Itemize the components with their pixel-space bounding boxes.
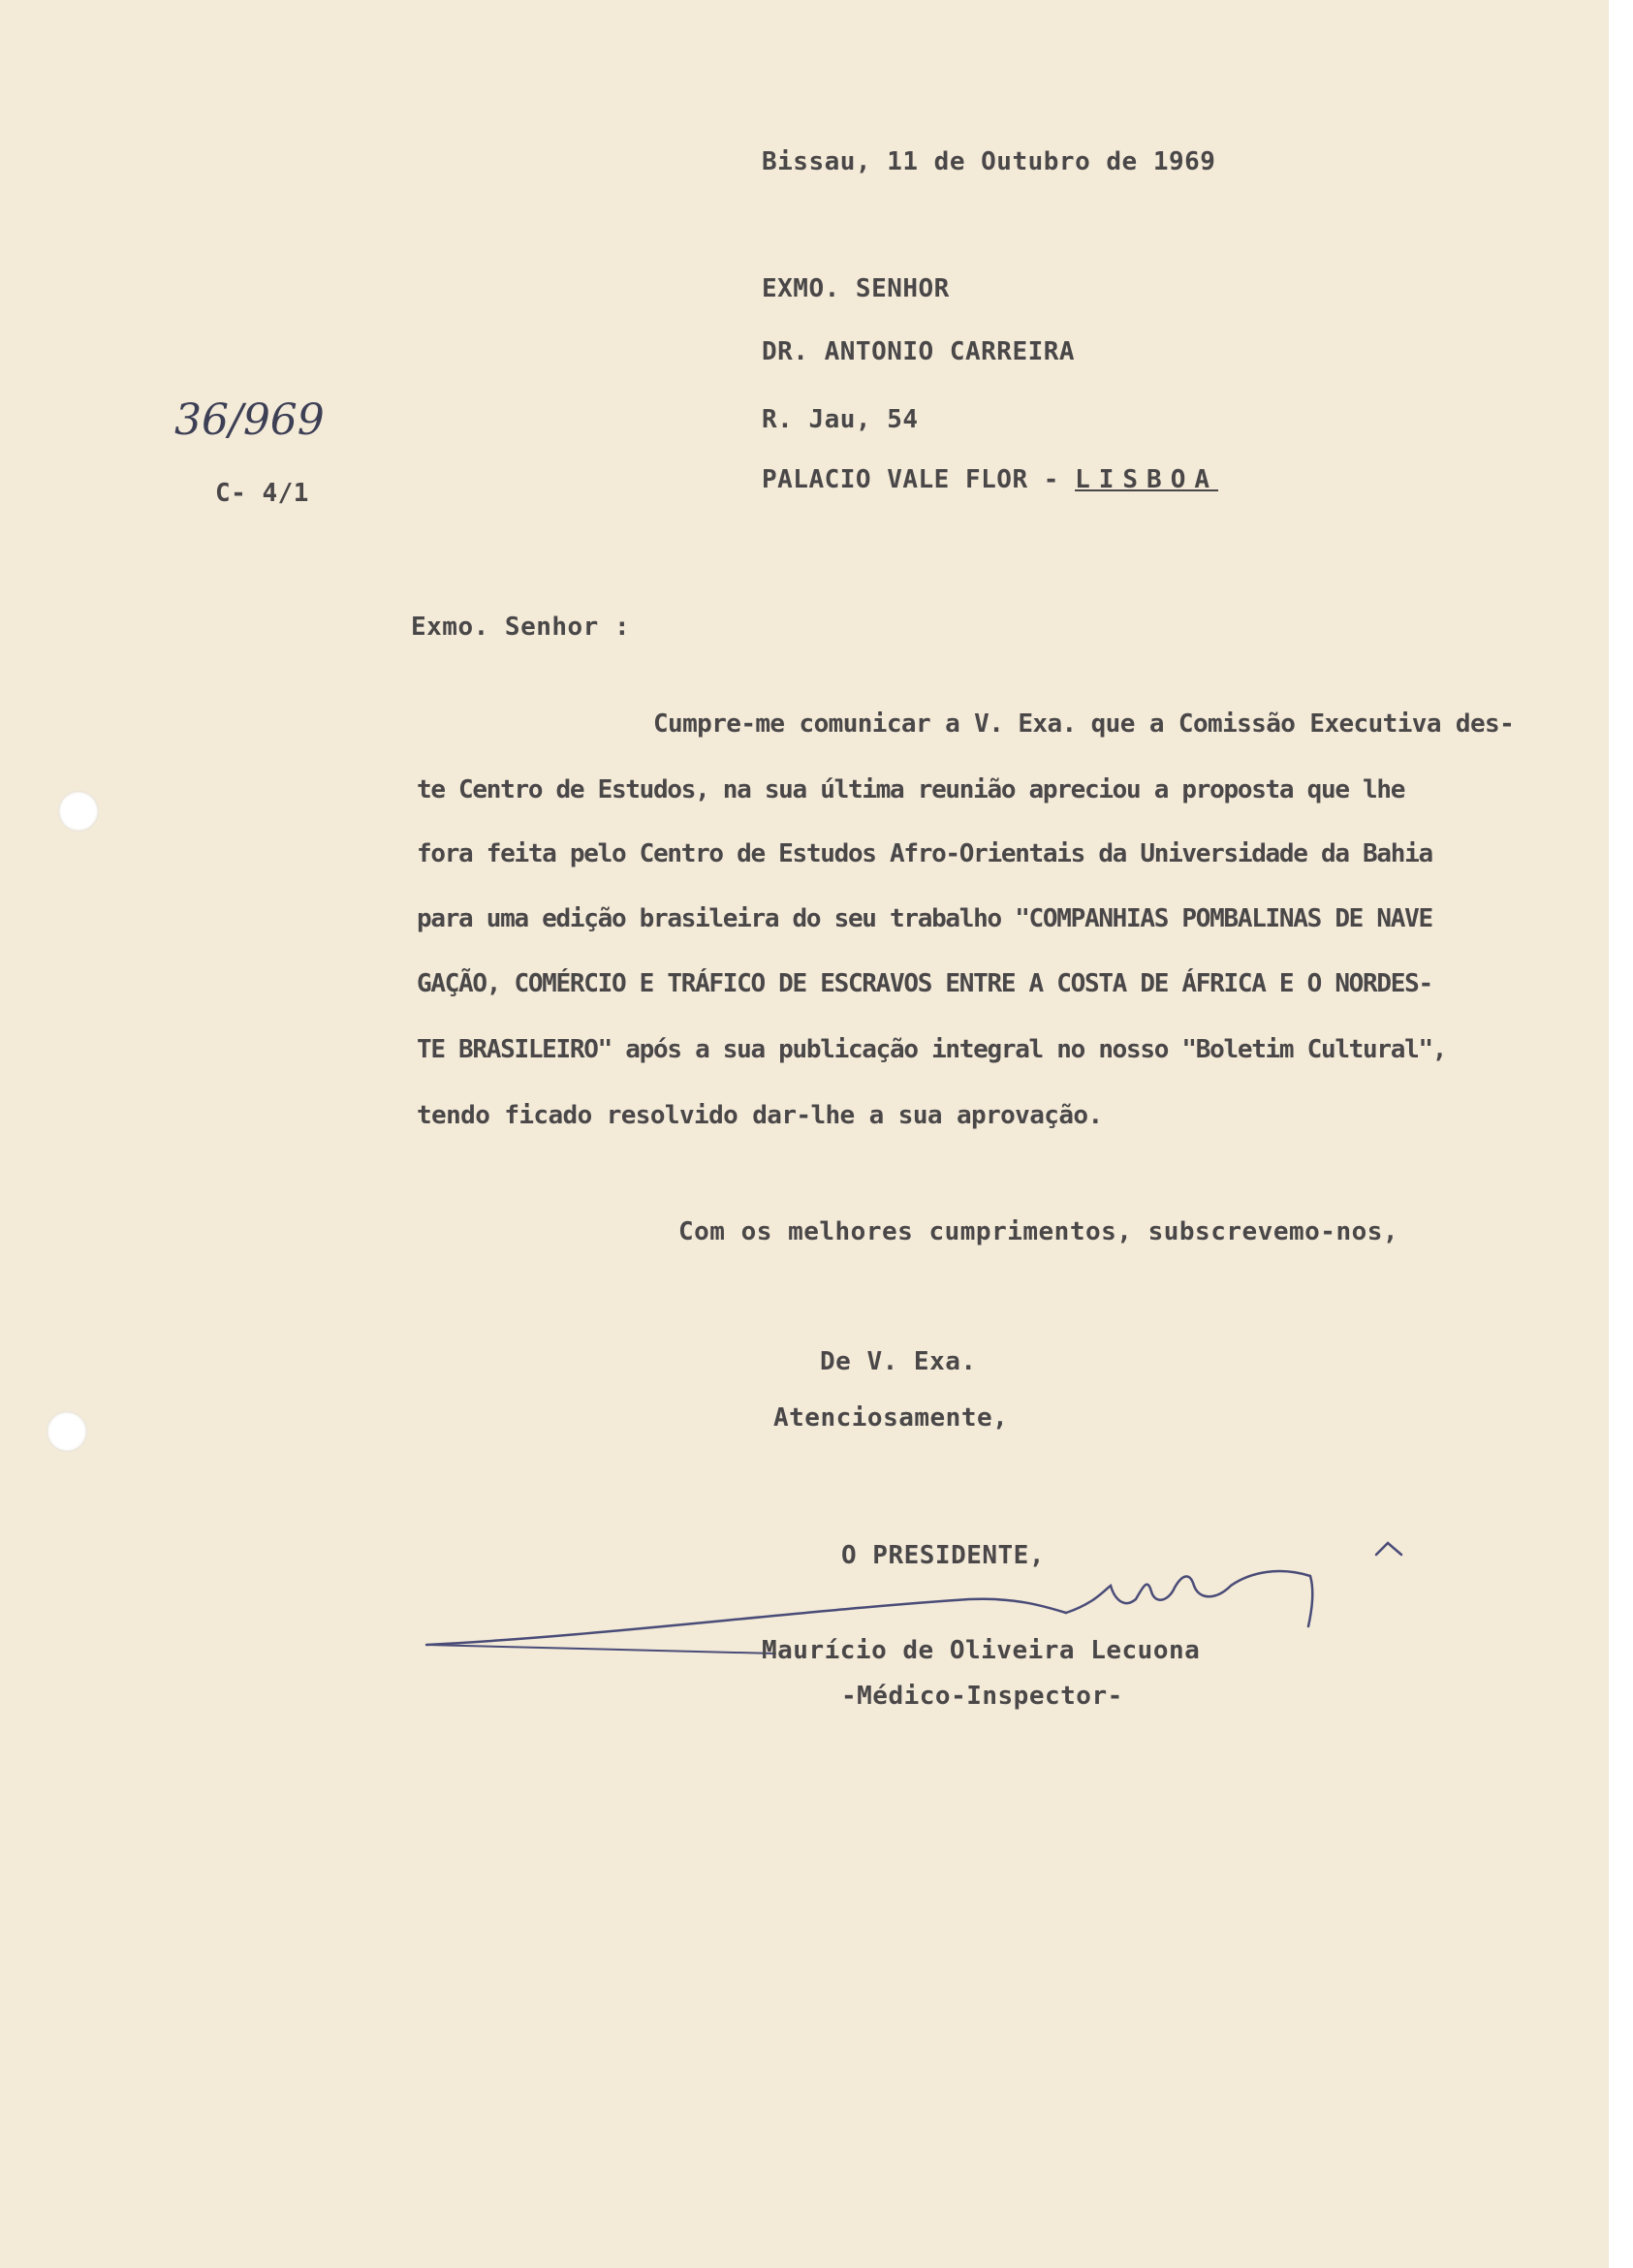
salutation: Exmo. Senhor : bbox=[411, 613, 631, 642]
recipient-address: PALACIO VALE FLOR - bbox=[762, 465, 1076, 494]
body-line: para uma edição brasileira do seu trabalho "COMPANHIAS POMBALINAS DE NAVE bbox=[417, 904, 1432, 933]
recipient-city: LISBOA bbox=[1075, 465, 1218, 494]
recipient-line-3: R. Jau, 54 bbox=[762, 405, 919, 434]
recipient-line-2: DR. ANTONIO CARREIRA bbox=[762, 337, 1076, 366]
signatory-role: -Médico-Inspector- bbox=[841, 1682, 1123, 1711]
reference-code: C- 4/1 bbox=[215, 479, 309, 508]
signatory-name: Maurício de Oliveira Lecuona bbox=[762, 1636, 1201, 1665]
valediction-line-2: Atenciosamente, bbox=[773, 1403, 1009, 1433]
body-line: te Centro de Estudos, na sua última reunião apreciou a proposta que lhe bbox=[417, 775, 1405, 804]
closing-line: Com os melhores cumprimentos, subscrevemo-nos, bbox=[678, 1217, 1399, 1246]
valediction-line-1: De V. Exa. bbox=[820, 1347, 977, 1376]
body-line: fora feita pelo Centro de Estudos Afro-Orientais da Universidade da Bahia bbox=[417, 839, 1432, 868]
letter-date: Bissau, 11 de Outubro de 1969 bbox=[762, 147, 1216, 176]
reference-number: 36/969 bbox=[174, 395, 325, 445]
body-line: Cumpre-me comunicar a V. Exa. que a Comissão Executiva des- bbox=[653, 709, 1515, 739]
body-line: GAÇÃO, COMÉRCIO E TRÁFICO DE ESCRAVOS ENTRE A COSTA DE ÁFRICA E O NORDES- bbox=[417, 969, 1432, 998]
body-line: tendo ficado resolvido dar-lhe a sua aprovação. bbox=[417, 1101, 1103, 1130]
body-line: TE BRASILEIRO" após a sua publicação integral no nosso "Boletim Cultural", bbox=[417, 1035, 1447, 1064]
signature-title: O PRESIDENTE, bbox=[841, 1541, 1045, 1570]
recipient-line-1: EXMO. SENHOR bbox=[762, 274, 950, 303]
